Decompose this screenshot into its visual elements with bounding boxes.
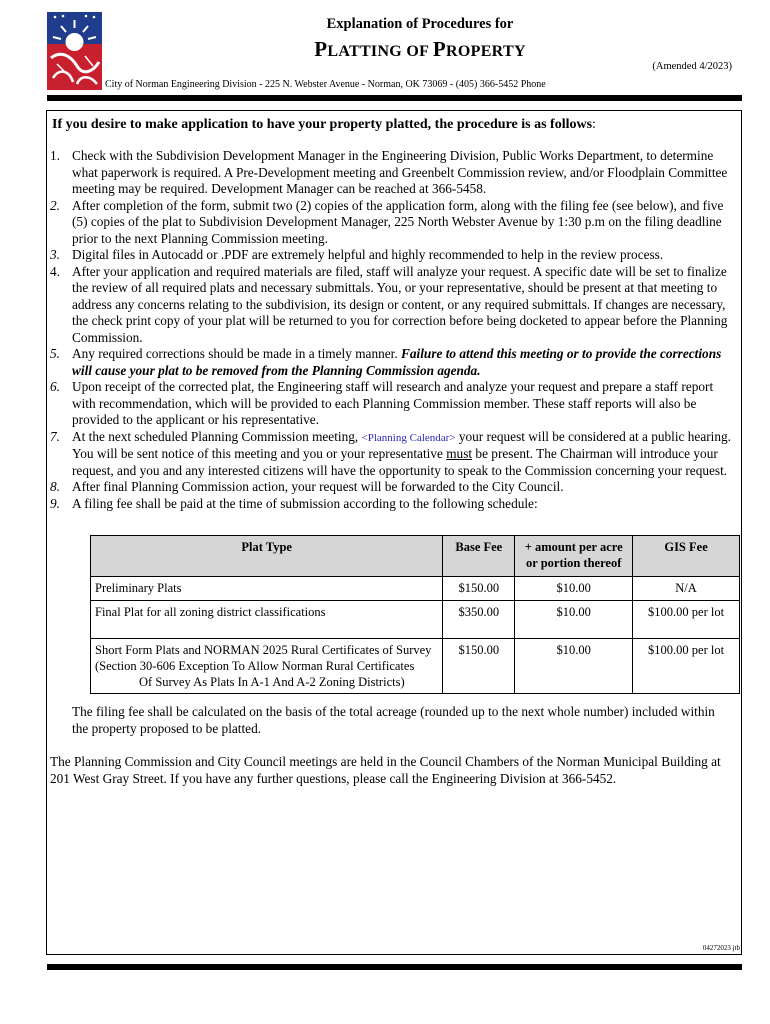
step-emphasis: must [446,446,473,461]
step-item [50,198,736,248]
cell-plat-type: Preliminary Plats [91,577,443,601]
step-number: 9. [50,495,60,511]
address-part-a: City of Norman Engineering Division - 225 N. Webster Avenue [105,79,360,90]
intro-statement [52,117,742,133]
cell-acre-fee: $10.00 [515,639,633,694]
step-text: be present. The Chairman will introduce your request, and you and any interested citizens will have the opportunity to speak to the Commission concerning your request. [72,446,728,478]
cell-plat-type: Final Plat for all zoning district classifications [91,601,443,639]
cell-gis-fee: $100.00 per lot [633,601,740,639]
step-item [50,479,736,496]
step-item [50,346,736,379]
table-header-row [91,536,740,577]
step-number: 1. [50,148,60,163]
planning-calendar-link[interactable]: <Planning Calendar> [361,431,456,444]
cell-base-fee: $350.00 [443,601,515,639]
step-number: 2. [50,197,60,213]
cell-acre-fee: $10.00 [515,601,633,639]
step-text: After your application and required materials are filed, staff will analyze your request. A specific date will be set to finalize the review of all required plats and necessary submittals. You, or your representative, should be present at that meeting to address any concerns relating to the subdivision, its design or content, or any required submittals. If changes are necessary, the check print copy of your plat will be returned to you for correction before being docketed to appear before the Planning Commission. [72,263,728,345]
step-number: 5. [50,346,60,361]
address-part-b: - Norman, OK 73069 - (405) 366-5452 Phone [359,79,546,90]
step-text: Check with the Subdivision Development Manager in the Engineering Division, Public Works Department, to determine what paperwork is required. A Pre-Development meeting and Greenbelt Commission review, and/or Floodplain Committee meeting may be required. Development Manager can be reached at 366-5458. [72,148,728,196]
table-row [91,577,740,601]
step-item [50,247,736,264]
plat-type-line: (Section 30-606 Exception To Allow Norman Rural Certificates [95,659,415,673]
header-gis-fee: GIS Fee [633,536,740,577]
step-text: At the next scheduled Planning Commission meeting, [72,428,362,444]
cell-acre-fee: $10.00 [515,577,633,601]
intro-text: If you desire to make application to have your property platted, the procedure is as follows [52,117,593,132]
step-number: 6. [50,379,60,394]
cell-plat-type [91,639,443,694]
title-roperty: ROPERTY [446,43,526,60]
amended-date: (Amended 4/2023) [652,61,732,72]
title-cap-p: P [314,37,328,61]
step-text: A filing fee shall be paid at the time of submission according to the following schedule: [72,495,538,511]
closing-paragraph: The Planning Commission and City Council meetings are held in the Council Chambers of the Norman Municipal Building at 201 West Gray Street. If you have any further questions, please call the Engineering Division at 366-5452. [50,754,721,786]
step-number: 4. [50,263,60,279]
step-number: 8. [50,479,60,494]
page-title [240,37,600,62]
address-line [105,79,546,90]
step-text: After final Planning Commission action, your request will be forwarded to the City Council. [72,479,564,494]
title-cap-p2: P [432,37,447,61]
header-acre-line2: or portion thereof [526,556,622,570]
plat-type-line: Of Survey As Plats In A-1 And A-2 Zoning Districts) [139,675,405,689]
header-plat-type: Plat Type [91,536,443,577]
step-text: your request will be considered at a public hearing. You will be sent notice of this meeting and you or your representative [72,428,731,461]
step-text: Digital files in Autocadd or .PDF are extremely helpful and highly recommended to help in the review process. [72,247,664,262]
step-number: 3. [50,247,60,262]
step-item [50,496,736,513]
header-acre-amount [515,536,633,577]
fee-calculation-note: The filing fee shall be calculated on the basis of the total acreage (rounded up to the next whole number) included within the property proposed to be platted. [72,704,715,736]
step-number: 7. [50,428,60,444]
header-acre-line1: + amount per acre [524,540,623,554]
header-base-fee: Base Fee [443,536,515,577]
city-of-norman-seal-logo [47,12,102,90]
step-item [50,148,736,198]
procedure-steps [50,148,736,512]
header-rule [47,95,742,101]
fee-schedule-table [90,535,740,694]
step-item [50,429,736,480]
intro-colon: : [592,117,596,132]
step-text: After completion of the form, submit two (2) copies of the application form, along with the filing fee (see below), and five (5) copies of the plat to Subdivision Development Manager, 225 North Webster Avenue by 1:30 p.m on the filing deadline prior to the next Planning Commission meeting. [72,197,724,246]
step-item [50,379,736,429]
step-text: Any required corrections should be made in a timely manner. [72,346,402,361]
header-subtitle: Explanation of Procedures for [326,16,514,32]
step-item [50,264,736,347]
cell-base-fee: $150.00 [443,577,515,601]
footer-rule [47,964,742,970]
table-row [91,639,740,694]
step-warning: Failure to attend this meeting or to provide the corrections will cause your plat to be removed from the Planning Commission agenda. [72,346,722,378]
plat-type-line: Short Form Plats and NORMAN 2025 Rural Certificates of Survey [95,643,432,657]
title-lating: LATTING OF [327,43,433,60]
cell-gis-fee: $100.00 per lot [633,639,740,694]
table-row [91,601,740,639]
document-code: 04272023 jtb [702,944,740,952]
cell-base-fee: $150.00 [443,639,515,694]
step-text: Upon receipt of the corrected plat, the Engineering staff will research and analyze your request and prepare a staff report with recommendation, which will be provided to each Planning Commission member. These staff reports will also be provided to the applicant or his representative. [72,379,714,427]
cell-gis-fee: N/A [633,577,740,601]
